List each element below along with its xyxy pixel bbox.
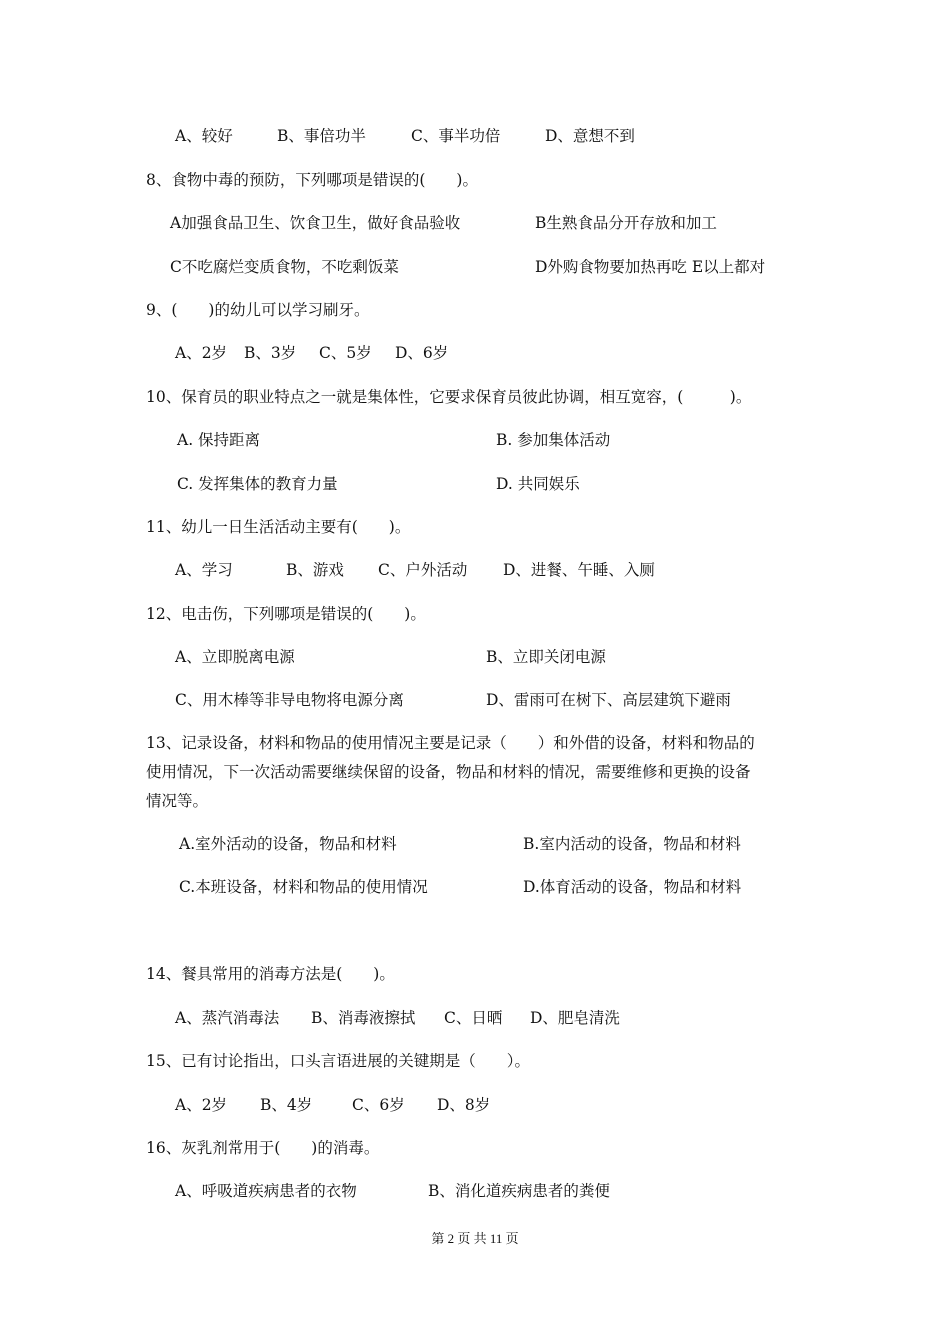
q13-option-b: B.室内活动的设备，物品和材料 [523, 835, 741, 853]
q12-option-d: D、雷雨可在树下、高层建筑下避雨 [486, 691, 731, 709]
q15-option-b: B、4岁 [260, 1096, 313, 1114]
question-stem: 14、餐具常用的消毒方法是( )。 [146, 965, 395, 983]
q15-option-c: C、6岁 [352, 1096, 405, 1114]
q14-option-c: C、日晒 [444, 1009, 503, 1027]
q7-option-c: C、事半功倍 [411, 127, 501, 145]
q8-option-d: D外购食物要加热再吃 E以上都对 [535, 258, 766, 276]
page-footer: 第 2 页 共 11 页 [431, 1231, 519, 1246]
q15-option-a: A、2岁 [175, 1096, 228, 1114]
q11-option-d: D、进餐、午睡、入厕 [503, 561, 655, 579]
question-stem: 10、保育员的职业特点之一就是集体性，它要求保育员彼此协调，相互宽容，( )。 [146, 388, 752, 406]
question-stem: 12、电击伤，下列哪项是错误的( )。 [146, 605, 426, 623]
q10-option-d: D. 共同娱乐 [496, 475, 580, 493]
q8-option-c: C不吃腐烂变质食物，不吃剩饭菜 [170, 258, 399, 276]
q11-option-c: C、户外活动 [378, 561, 468, 579]
q7-option-d: D、意想不到 [545, 127, 635, 145]
q13-option-c: C.本班设备，材料和物品的使用情况 [179, 878, 428, 896]
question-stem-line-3: 情况等。 [146, 792, 209, 810]
q8-option-b: B生熟食品分开存放和加工 [535, 214, 717, 232]
q15-option-d: D、8岁 [437, 1096, 491, 1114]
q9-option-b: B、3岁 [244, 344, 297, 362]
question-stem: 15、已有讨论指出，口头言语进展的关键期是（ ）。 [146, 1052, 530, 1070]
question-stem: 8、食物中毒的预防，下列哪项是错误的( )。 [146, 171, 478, 189]
q13-option-d: D.体育活动的设备，物品和材料 [523, 878, 742, 896]
q9-option-c: C、5岁 [319, 344, 372, 362]
q13-option-a: A.室外活动的设备，物品和材料 [179, 835, 397, 853]
question-stem: 9、( )的幼儿可以学习刷牙。 [146, 301, 370, 319]
q7-option-a: A、较好 [175, 127, 233, 145]
question-stem-line-2: 使用情况，下一次活动需要继续保留的设备，物品和材料的情况，需要维修和更换的设备 [146, 763, 751, 781]
q16-option-a: A、呼吸道疾病患者的衣物 [175, 1182, 357, 1200]
q14-option-d: D、肥皂清洗 [530, 1009, 620, 1027]
q14-option-a: A、蒸汽消毒法 [175, 1009, 280, 1027]
q12-option-b: B、立即关闭电源 [486, 648, 606, 666]
q7-option-b: B、事倍功半 [277, 127, 366, 145]
q12-option-c: C、用木棒等非导电物将电源分离 [175, 691, 404, 709]
q10-option-a: A. 保持距离 [177, 431, 261, 449]
q14-option-b: B、消毒液擦拭 [311, 1009, 416, 1027]
q11-option-a: A、学习 [175, 561, 233, 579]
q9-option-a: A、2岁 [175, 344, 228, 362]
q8-option-a: A加强食品卫生、饮食卫生，做好食品验收 [170, 214, 461, 232]
question-stem-line-1: 13、记录设备，材料和物品的使用情况主要是记录（ ）和外借的设备，材料和物品的 [146, 734, 755, 752]
question-stem: 16、灰乳剂常用于( )的消毒。 [146, 1139, 380, 1157]
q9-option-d: D、6岁 [395, 344, 449, 362]
q12-option-a: A、立即脱离电源 [175, 648, 295, 666]
q10-option-c: C. 发挥集体的教育力量 [177, 475, 338, 493]
question-stem: 11、幼儿一日生活活动主要有( )。 [146, 518, 411, 536]
q11-option-b: B、游戏 [286, 561, 344, 579]
q10-option-b: B. 参加集体活动 [496, 431, 611, 449]
q16-option-b: B、消化道疾病患者的粪便 [428, 1182, 610, 1200]
